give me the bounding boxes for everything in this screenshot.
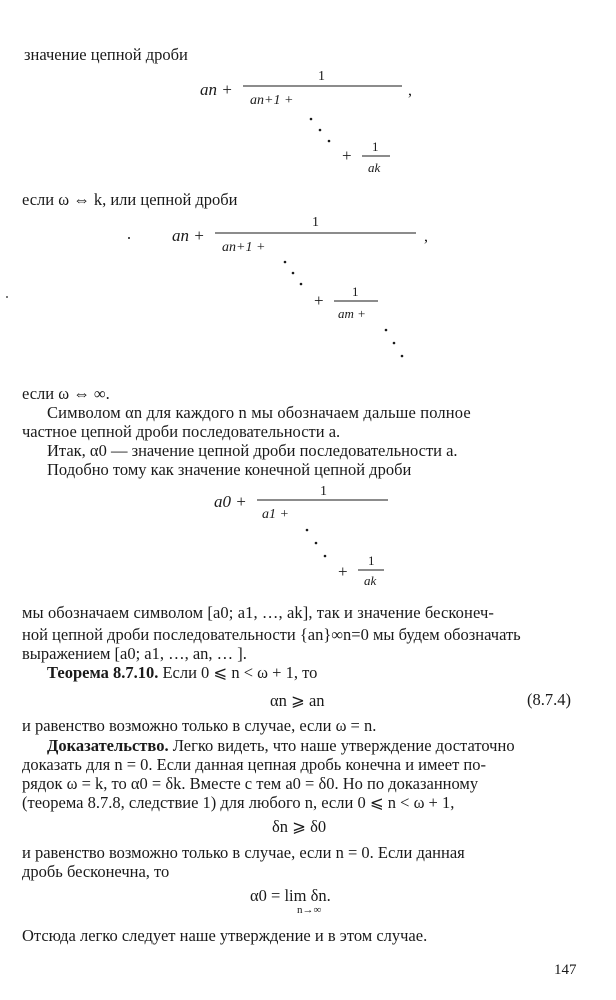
formula-tail-denominator: ak [368, 160, 381, 175]
formula-tail-denominator: am + [338, 306, 366, 321]
text-line: если ω ⇔ k, или цепной дроби [22, 190, 238, 209]
text-line: значение цепной дроби [24, 45, 188, 64]
theorem-text: Если 0 ⩽ n < ω + 1, то [162, 663, 318, 682]
text-line: выражением [a0; a1, …, an, … ]. [22, 644, 247, 663]
formula-denominator: an+1 + [222, 240, 266, 255]
formula-tail-plus: + [338, 562, 348, 581]
text-line: Отсюда легко следует наше утверждение и в этом случае. [22, 926, 428, 945]
text-line: Подобно тому как значение конечной цепной дроби [47, 460, 412, 479]
text-line: (теорема 8.7.8, следствие 1) для любого n, если 0 ⩽ n < ω + 1, [22, 793, 455, 812]
equation-main: αn ⩾ an [270, 691, 325, 710]
formula-tail-numerator: 1 [368, 553, 375, 568]
text-line: если ω ⇔ ∞. [22, 384, 110, 403]
formula-tail-numerator: 1 [352, 284, 359, 299]
formula-numerator: 1 [312, 215, 319, 230]
proof-line [47, 736, 515, 756]
text-line: дробь бесконечна, то [22, 862, 170, 881]
page-number: 147 [554, 962, 577, 978]
formula-numerator: 1 [320, 484, 327, 499]
formula-lead: a0 + [214, 492, 247, 511]
formula-denominator: a1 + [262, 507, 289, 522]
text-line: и равенство возможно только в случае, если n = 0. Если данная [22, 843, 465, 862]
ellipsis-dot [315, 542, 318, 545]
text-line: рядок ω = k, то α0 = δk. Вместе с тем a0 = δ0. Но по доказанному [22, 774, 479, 793]
ellipsis-dot [306, 529, 309, 532]
text-line: частное цепной дроби последовательности a. [22, 422, 341, 441]
text-line: мы обозначаем символом [a0; a1, …, ak], так и значение бесконеч- [22, 603, 494, 622]
formula-lead: an + [172, 226, 205, 245]
formula-comma: , [424, 228, 428, 245]
proof-text: Легко видеть, что наше утверждение достаточно [172, 736, 515, 755]
formula-tail-plus: + [342, 146, 352, 165]
text-line: ной цепной дроби последовательности {an}∞n=0 мы будем обозначать [22, 625, 521, 644]
formula-tail-numerator: 1 [372, 139, 379, 154]
equation-limit: α0 = lim δn. [250, 886, 331, 905]
formula-numerator: 1 [318, 69, 325, 84]
text-line: Итак, α0 — значение цепной дроби последовательности a. [47, 441, 458, 460]
equation-inline: δn ⩾ δ0 [272, 817, 327, 836]
theorem-label: Теорема 8.7.10. [47, 663, 159, 682]
text-line: Символом αn для каждого n мы обозначаем дальше полное [47, 403, 471, 422]
formula-tail-denominator: ak [364, 573, 377, 588]
proof-label: Доказательство. [47, 736, 169, 755]
equation-number: (8.7.4) [527, 690, 571, 709]
limit-subscript: n→∞ [297, 904, 322, 916]
formula-comma: , [408, 82, 412, 99]
formula-denominator: an+1 + [250, 93, 294, 108]
ellipsis-dot [324, 555, 327, 558]
formula-tail-plus: + [314, 291, 324, 310]
formula-lead: an + [200, 80, 233, 99]
text-line: доказать для n = 0. Если данная цепная дробь конечна и имеет по- [22, 755, 486, 774]
text-line: и равенство возможно только в случае, если ω = n. [22, 716, 377, 735]
theorem-line [47, 663, 317, 683]
